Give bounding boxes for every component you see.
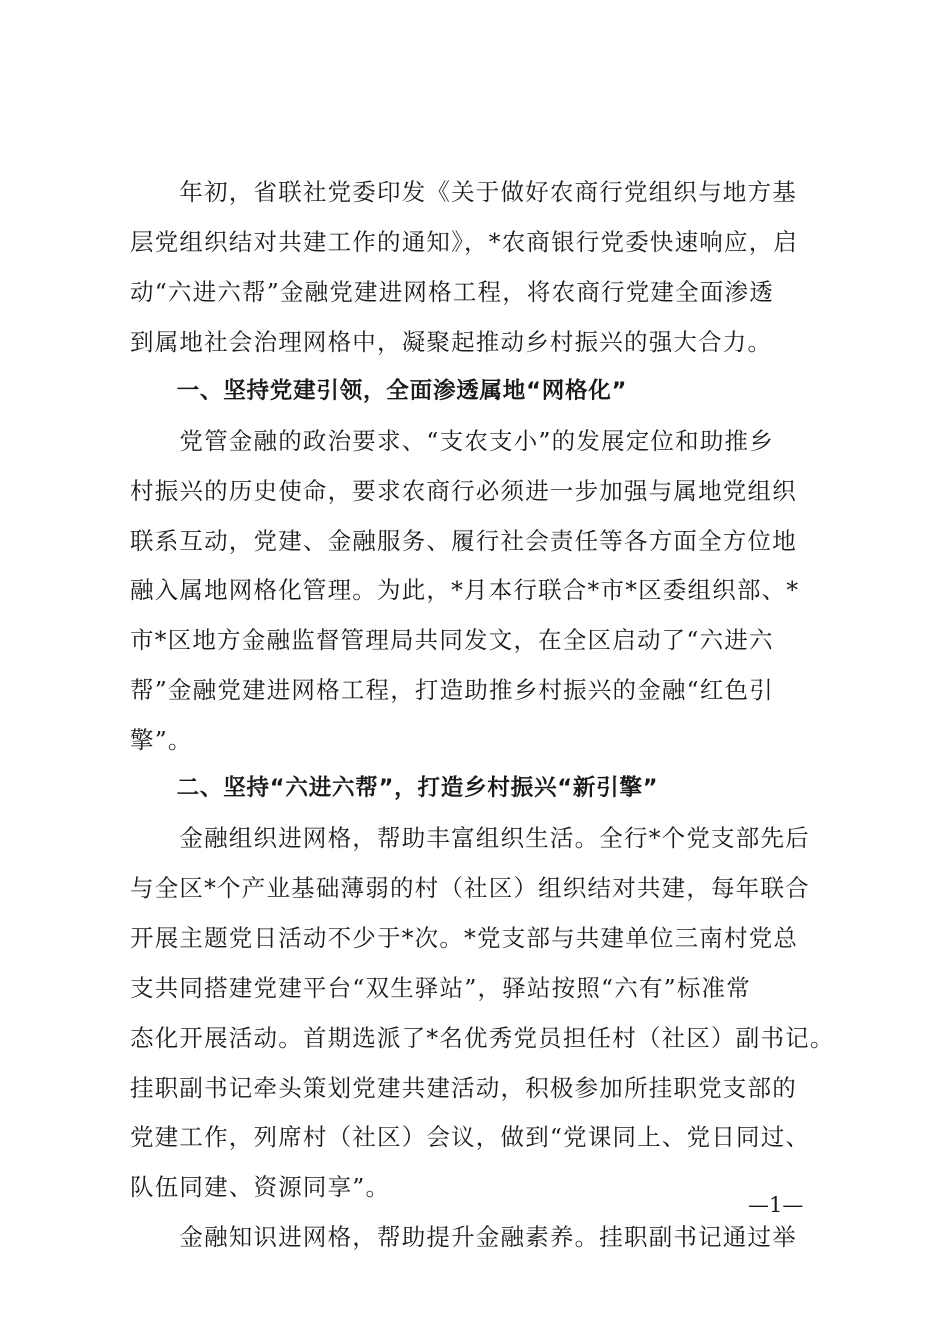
page-number: —1— — [748, 1193, 804, 1217]
text-line: 态化开展活动。首期选派了*名优秀党员担任村（社区）副书记。 — [130, 1024, 835, 1052]
text-line: 市*区地方金融监督管理局共同发文，在全区启动了“六进六 — [130, 626, 774, 654]
text-line: 党管金融的政治要求、“支农支小”的发展定位和助推乡 — [130, 427, 774, 455]
text-line: 联系互动，党建、金融服务、履行社会责任等各方面全方位地 — [130, 527, 797, 555]
text-line: 支共同搭建党建平台“双生驿站”，驿站按照“六有”标准常 — [130, 974, 751, 1002]
text-line: 村振兴的历史使命，要求农商行必须进一步加强与属地党组织 — [130, 477, 797, 505]
text-line: 层党组织结对共建工作的通知》，*农商银行党委快速响应，启 — [130, 228, 799, 256]
text-line: 与全区*个产业基础薄弱的村（社区）组织结对共建，每年联合 — [130, 874, 810, 902]
text-line: 擎”。 — [130, 726, 193, 754]
text-line: 帮”金融党建进网格工程，打造助推乡村振兴的金融“红色引 — [130, 676, 774, 704]
text-line: 金融知识进网格，帮助提升金融素养。挂职副书记通过举 — [130, 1223, 797, 1251]
text-line: 到属地社会治理网格中，凝聚起推动乡村振兴的强大合力。 — [130, 328, 773, 356]
heading-line: 一、坚持党建引领，全面渗透属地“网格化” — [130, 378, 628, 404]
text-line: 动“六进六帮”金融党建进网格工程，将农商行党建全面渗透 — [130, 278, 774, 306]
text-line: 开展主题党日活动不少于*次。*党支部与共建单位三南村党总 — [130, 924, 799, 952]
text-line: 党建工作，列席村（社区）会议，做到“党课同上、党日同过、 — [130, 1123, 811, 1151]
text-line: 挂职副书记牵头策划党建共建活动，积极参加所挂职党支部的 — [130, 1074, 797, 1102]
text-line: 年初，省联社党委印发《关于做好农商行党组织与地方基 — [130, 178, 797, 206]
heading-line: 二、坚持“六进六帮”，打造乡村振兴“新引擎” — [130, 775, 659, 801]
text-line: 融入属地网格化管理。为此，*月本行联合*市*区委组织部、* — [130, 576, 800, 604]
text-line: 队伍同建、资源同享”。 — [130, 1173, 391, 1201]
text-line: 金融组织进网格，帮助丰富组织生活。全行*个党支部先后 — [130, 824, 810, 852]
